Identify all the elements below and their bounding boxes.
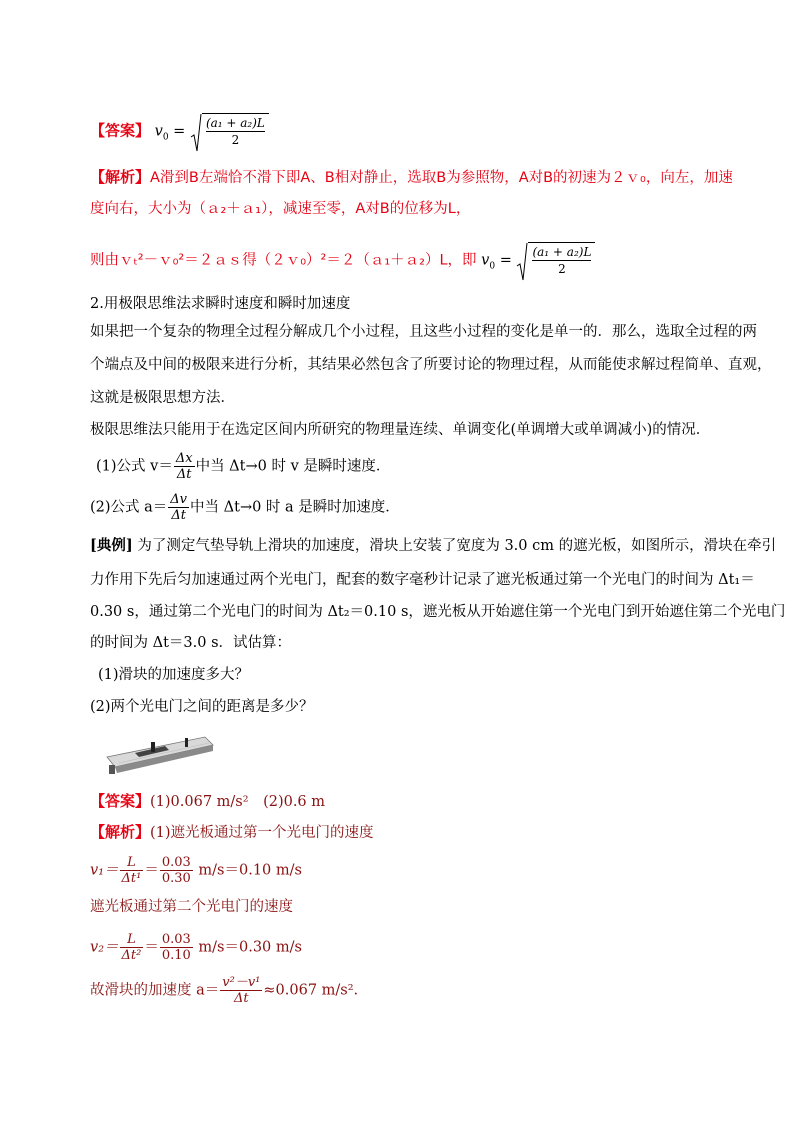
- answer2-text: (1)0.067 m/s² (2)0.6 m: [150, 794, 326, 810]
- answer-rad-den: 2: [231, 133, 240, 147]
- formula-2-pre: (2)公式 a＝: [90, 499, 168, 516]
- answer-eq: =: [173, 123, 190, 140]
- analysis-lhs: v: [481, 252, 490, 269]
- v2-den1: Δt²: [121, 948, 142, 963]
- formula-1-post: 中当 Δt→0 时 v 是瞬时速度．: [195, 458, 391, 475]
- v1-num1: L: [120, 855, 144, 871]
- para1-line1: 如果把一个复杂的物理全过程分解成几个小过程，且这些小过程的变化是单一的．那么，选取全过程的两: [90, 324, 757, 340]
- answer-lhs: v: [154, 123, 163, 140]
- v1-den2: 0.30: [161, 871, 191, 886]
- example-line-4: 的时间为 Δt＝3.0 s．试估算：: [90, 635, 292, 651]
- formula-2-post: 中当 Δt→0 时 a 是瞬时加速度．: [190, 499, 400, 516]
- v1-eq: ＝: [144, 862, 159, 879]
- para2: 极限思维法只能用于在选定区间内所研究的物理量连续、单调变化(单调增大或单调减小)的情况．: [90, 422, 711, 438]
- answer-label: 【答案】: [90, 121, 151, 140]
- answer-block-2: [90, 791, 325, 812]
- accel-num: v²－v¹: [222, 975, 261, 990]
- para1-line3: 这就是极限思想方法．: [90, 390, 235, 406]
- analysis-line-3: [90, 242, 595, 279]
- v1-den1: Δt¹: [121, 871, 142, 886]
- formula-2-den: Δt: [171, 508, 186, 523]
- formula-1-pre: (1)公式 v＝: [96, 458, 173, 475]
- answer-sqrt: [190, 113, 269, 150]
- formula-1-num: Δx: [175, 451, 193, 466]
- accel-equation: [90, 975, 358, 1006]
- analysis2-line-2: 遮光板通过第二个光电门的速度: [90, 899, 293, 915]
- formula-2: [90, 492, 400, 523]
- v2-num2: 0.03: [161, 932, 191, 947]
- accel-post: ≈0.067 m/s².: [263, 982, 359, 999]
- analysis-rad-num: (a₁ + a₂)L: [532, 245, 592, 259]
- analysis-lhs-sub: 0: [489, 261, 496, 272]
- answer-rad-num: (a₁ + a₂)L: [205, 116, 265, 130]
- analysis2-line-1: [90, 822, 374, 843]
- v1-post: m/s＝0.10 m/s: [193, 862, 302, 879]
- analysis-eq: =: [499, 252, 517, 269]
- answer2-label: 【答案】: [90, 792, 151, 810]
- analysis-line-2: 度向右，大小为（ａ₂＋ａ₁），减速至零，A对B的位移为L，: [90, 201, 471, 217]
- accel-den: Δt: [234, 991, 249, 1006]
- analysis-rad-den: 2: [558, 262, 566, 276]
- v1-equation: [90, 855, 302, 886]
- v2-num1: L: [120, 932, 144, 948]
- analysis-text-3: 则由ｖₜ²－ｖ₀²＝２ａｓ得（２ｖ₀）²＝２（ａ₁＋ａ₂）L，即: [90, 252, 477, 269]
- example-line-3: 0.30 s，通过第二个光电门的时间为 Δt₂＝0.10 s，遮光板从开始遮住第一个光电门到开始遮住第二个光电门: [90, 604, 786, 620]
- analysis-sqrt: [516, 242, 595, 279]
- formula-2-num: Δv: [170, 492, 188, 507]
- accel-pre: 故滑块的加速度 a＝: [90, 982, 220, 999]
- air-track-photo: [105, 735, 215, 775]
- v2-equation: [90, 932, 302, 963]
- analysis2-label: 【解析】: [90, 823, 151, 841]
- formula-1-den: Δt: [176, 467, 192, 482]
- para1-line2: 个端点及中间的极限来进行分析，其结果必然包含了所要讨论的物理过程，从而能使求解过程简单、直观，: [90, 357, 772, 373]
- example-label: [典例]: [90, 537, 133, 554]
- v1-num2: 0.03: [161, 855, 191, 870]
- formula-1: [96, 451, 390, 482]
- v2-den2: 0.10: [161, 948, 191, 963]
- answer-block-1: [90, 113, 269, 150]
- analysis2-text-1: (1)遮光板通过第一个光电门的速度: [150, 825, 374, 841]
- v2-lhs: v₂＝: [90, 939, 119, 956]
- question-1: (1)滑块的加速度多大？: [98, 667, 250, 683]
- example-line-1: [90, 536, 776, 556]
- analysis-label: 【解析】: [90, 168, 151, 186]
- radical-icon: [516, 242, 528, 282]
- example-line-2: 力作用下先后匀加速通过两个光电门，配套的数字毫秒计记录了遮光板通过第一个光电门的时间为 Δt₁＝: [90, 572, 755, 588]
- section-heading: 2.用极限思维法求瞬时速度和瞬时加速度: [90, 296, 351, 312]
- radical-icon: [190, 113, 202, 153]
- example-text-1: 为了测定气垫导轨上滑块的加速度，滑块上安装了宽度为 3.0 cm 的遮光板，如图所示，滑块在牵引: [132, 538, 777, 554]
- question-2: (2)两个光电门之间的距离是多少？: [90, 699, 314, 715]
- answer-lhs-sub: 0: [162, 132, 169, 143]
- v1-lhs: v₁＝: [90, 862, 119, 879]
- v2-post: m/s＝0.30 m/s: [193, 939, 302, 956]
- v2-eq: ＝: [144, 939, 159, 956]
- analysis-text-1: A滑到B左端恰不滑下即A、B相对静止，选取B为参照物，A对B的初速为２ｖ₀，向左，加速: [150, 170, 733, 186]
- analysis-line-1: [90, 167, 733, 188]
